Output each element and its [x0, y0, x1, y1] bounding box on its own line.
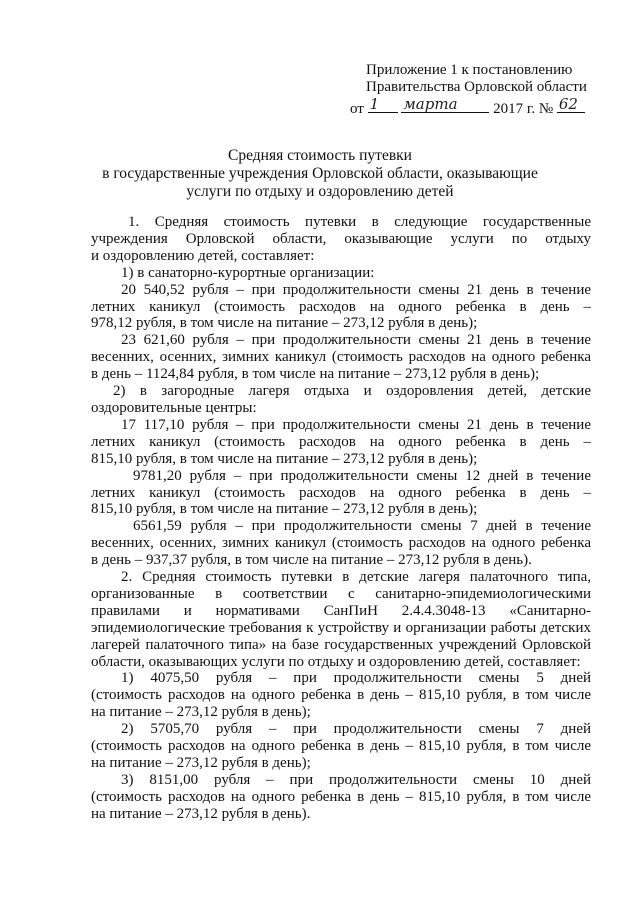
- s2-intro-l6: области, оказывающих услуги по отдыху и оздоровлению детей, составляет:: [91, 653, 581, 670]
- s1-sub1-heading: 1) в санаторно-курортные организации:: [121, 264, 375, 281]
- title-line-3: услуги по отдыху и оздоровлению детей: [186, 183, 454, 200]
- date-day-blank: [368, 95, 398, 113]
- s1-sub2-item1-l1: 17 117,10 рубля – при продолжительности смены 21 день в течение: [121, 416, 591, 433]
- s2-intro-l1: 2. Средняя стоимость путевки в детские лагеря палаточного типа,: [121, 569, 591, 586]
- s1-intro-l2: учреждения Орловской области, оказывающие услуги по отдыху: [91, 230, 591, 247]
- s2-item3-l2: (стоимость расходов на одного ребенка в день – 815,10 рубля, в том числе: [91, 788, 591, 805]
- appendix-date-row: [350, 95, 610, 118]
- s1-sub2-item3-l1: 6561,59 рубля – при продолжительности смены 7 дней в течение: [133, 518, 591, 535]
- s2-intro-l4: эпидемиологические требования к устройству и организации работы детских: [91, 619, 591, 636]
- handwritten-day: 1: [369, 95, 380, 113]
- s1-sub1-item1-l2: летних каникул (стоимость расходов на одного ребенка в день –: [91, 298, 591, 315]
- s2-intro-l5: лагерей палаточного типа» на базе государственных учреждений Орловской: [91, 636, 591, 653]
- title-line-2: в государственные учреждения Орловской области, оказывающие: [102, 165, 538, 182]
- s1-sub1-item2-l3: в день – 1124,84 рубля, в том числе на питание – 273,12 рубля в день);: [91, 366, 540, 383]
- handwritten-month: марта: [403, 95, 458, 113]
- date-month-blank: [401, 95, 489, 113]
- s1-sub2-item2-l2: летних каникул (стоимость расходов на одного ребенка в день –: [91, 484, 591, 501]
- appendix-line-2: Правительства Орловской области: [366, 79, 587, 95]
- document-number-blank: [557, 95, 585, 113]
- s1-sub1-item1-l3: 978,12 рубля, в том числе на питание – 273,12 рубля в день);: [91, 315, 478, 332]
- s2-intro-l2: организованные в соответствии с санитарно-эпидемиологическими: [91, 585, 591, 602]
- s2-item3-l3: на питание – 273,12 рубля в день).: [91, 805, 311, 822]
- s2-item1-l3: на питание – 273,12 рубля в день);: [91, 704, 311, 721]
- s1-sub2-heading-l1: 2) в загородные лагеря отдыха и оздоровления детей, детские: [113, 383, 591, 400]
- title-line-1: Средняя стоимость путевки: [228, 147, 412, 164]
- document-title: [0, 147, 640, 201]
- date-prefix: от: [350, 101, 364, 117]
- appendix-line-1: Приложение 1 к постановлению: [366, 62, 573, 78]
- s1-intro-l3: и оздоровлению детей, составляет:: [91, 247, 315, 264]
- s1-sub2-item1-l3: 815,10 рубля, в том числе на питание – 273,12 рубля в день);: [91, 450, 478, 467]
- s1-sub1-item2-l2: весенних, осенних, зимних каникул (стоимость расходов на одного ребенка: [91, 349, 591, 366]
- s2-item2-l3: на питание – 273,12 рубля в день);: [91, 755, 311, 771]
- handwritten-number: 62: [558, 95, 578, 113]
- s2-item2-l1: 2) 5705,70 рубля – при продолжительности смены 7 дней: [121, 721, 591, 738]
- s2-item1-l1: 1) 4075,50 рубля – при продолжительности смены 5 дней: [121, 670, 591, 687]
- s1-sub2-item2-l3: 815,10 рубля, в том числе на питание – 273,12 рубля в день);: [91, 501, 478, 518]
- s1-sub1-item1-l1: 20 540,52 рубля – при продолжительности смены 21 день в течение: [121, 281, 591, 298]
- s2-item3-l1: 3) 8151,00 рубля – при продолжительности смены 10 дней: [121, 771, 591, 788]
- appendix-header: [350, 62, 610, 118]
- s1-sub1-item2-l1: 23 621,60 рубля – при продолжительности смены 21 день в течение: [121, 332, 591, 349]
- s1-sub2-item1-l2: летних каникул (стоимость расходов на одного ребенка в день –: [91, 433, 591, 450]
- date-year: 2017 г. №: [493, 101, 554, 117]
- s1-sub2-item3-l2: весенних, осенних, зимних каникул (стоимость расходов на одного ребенка: [91, 535, 591, 552]
- s2-item2-l2: (стоимость расходов на одного ребенка в день – 815,10 рубля, в том числе: [91, 738, 591, 755]
- s1-sub2-item2-l1: 9781,20 рубля – при продолжительности смены 12 дней в течение: [133, 467, 591, 484]
- s1-sub2-heading-l2: оздоровительные центры:: [91, 399, 257, 416]
- s2-item1-l2: (стоимость расходов на одного ребенка в день – 815,10 рубля, в том числе: [91, 687, 591, 704]
- s2-intro-l3: правилами и нормативами СанПиН 2.4.4.3048-13 «Санитарно-: [91, 602, 591, 619]
- s1-sub2-item3-l3: в день – 937,37 рубля, в том числе на питание – 273,12 рубля в день).: [91, 552, 532, 569]
- document-body: [91, 214, 591, 823]
- s1-intro-l1: 1. Средняя стоимость путевки в следующие государственные: [128, 214, 591, 230]
